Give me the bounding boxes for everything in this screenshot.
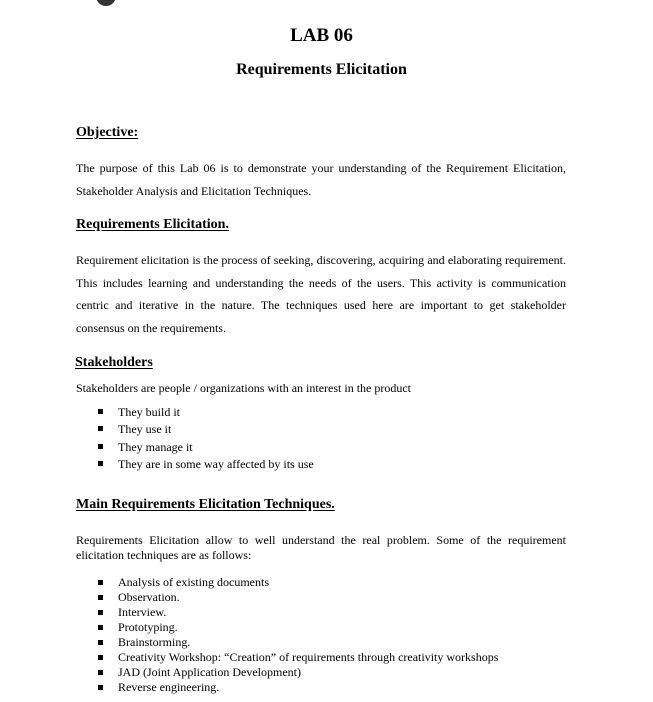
objective-text: The purpose of this Lab 06 is to demonstrate your understanding of the Requirement Elicitation, Stakeholder Analysis and Elicitation Techniques. <box>76 161 566 198</box>
list-item: Reverse engineering. <box>98 680 498 695</box>
list-item: They manage it <box>98 439 314 456</box>
list-item: They are in some way affected by its use <box>98 456 314 473</box>
stakeholders-intro: Stakeholders are people / organizations with an interest in the product <box>76 381 412 395</box>
list-item: Interview. <box>98 605 498 620</box>
stakeholders-list <box>98 404 314 473</box>
list-item: Brainstorming. <box>98 635 498 650</box>
page-subtitle: Requirements Elicitation <box>236 61 407 78</box>
list-item: Analysis of existing documents <box>98 575 498 590</box>
techniques-list <box>98 575 498 695</box>
list-item: Creativity Workshop: “Creation” of requirements through creativity workshops <box>98 650 498 665</box>
lab-title: LAB 06 <box>290 25 353 46</box>
logo-mark <box>96 0 116 6</box>
objective-heading: Objective: <box>76 125 139 140</box>
list-item: They build it <box>98 404 314 421</box>
techniques-heading: Main Requirements Elicitation Techniques. <box>76 497 335 512</box>
stakeholders-heading: Stakeholders <box>75 355 153 370</box>
requirements-elicitation-heading: Requirements Elicitation. <box>76 217 229 232</box>
requirements-elicitation-text: Requirement elicitation is the process of seeking, discovering, acquiring and elaborating requirement. This includes learning and understanding the needs of the users. This activity is communication centric and iterative in the nature. The techniques used here are important to get stakeholder consensus on the requirements. <box>76 253 566 335</box>
list-item: JAD (Joint Application Development) <box>98 665 498 680</box>
list-item: They use it <box>98 421 314 438</box>
techniques-intro: Requirements Elicitation allow to well understand the real problem. Some of the requirement elicitation techniques are as follows: <box>76 533 566 562</box>
list-item: Prototyping. <box>98 620 498 635</box>
list-item: Observation. <box>98 590 498 605</box>
